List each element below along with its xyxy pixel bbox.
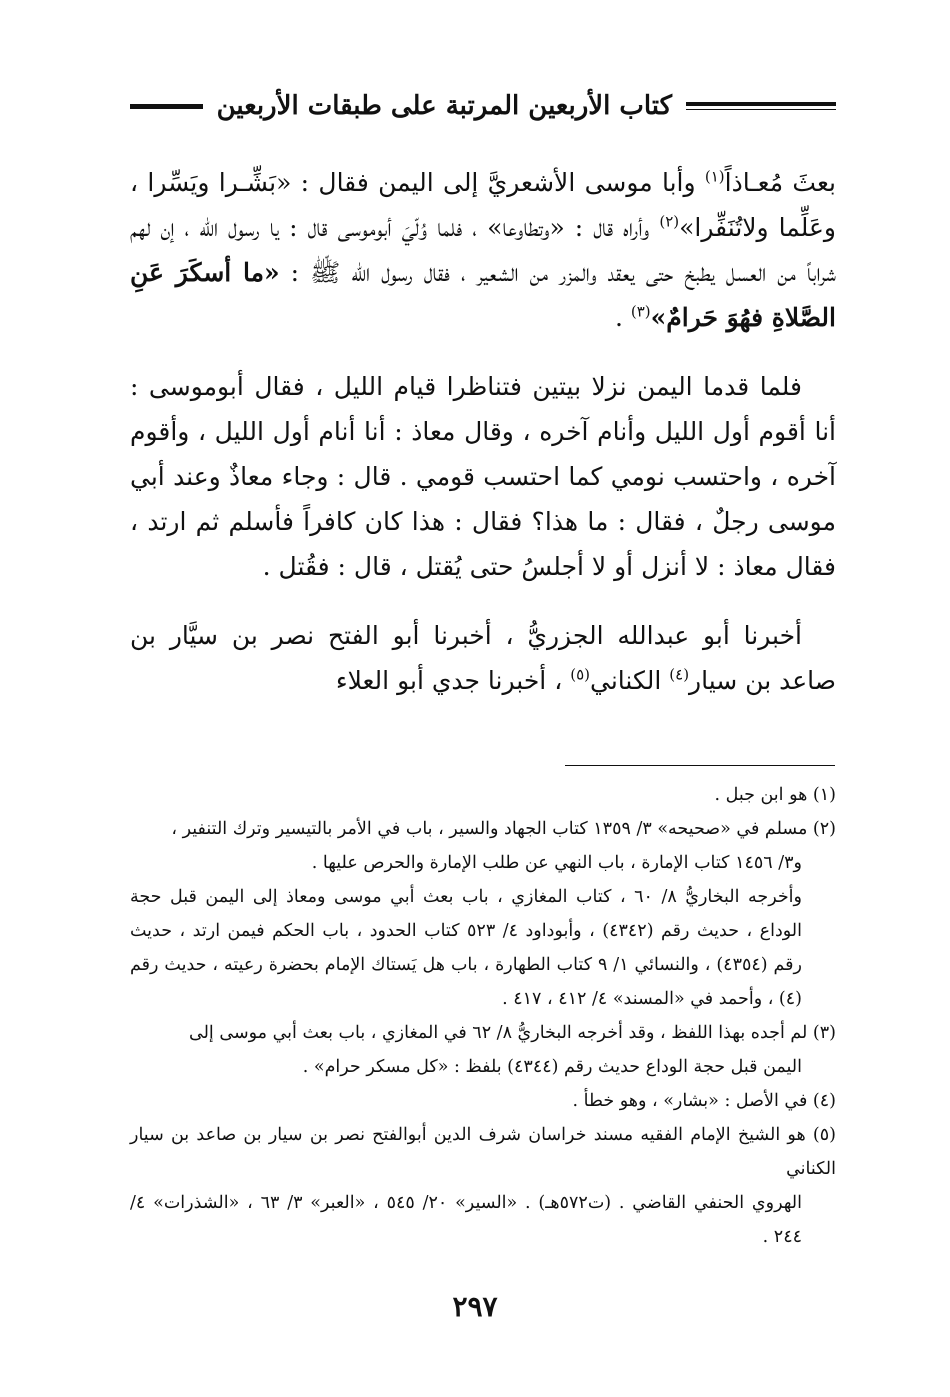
footnote-separator (565, 765, 835, 766)
footnote-line: اليمن قبل حجة الوداع حديث رقم (٤٣٤٤) بلفظ : «كل مسكر حرام» . (302, 1057, 802, 1077)
footnote-4: (٤) في الأصل : «بشار» ، وهو خطأ . (572, 1091, 836, 1111)
footnote-line: (٥) هو الشيخ الإمام الفقيه مسند خراسان شرف الدين أبوالفتح نصر بن سيار بن صاعد بن سيار الكناني (130, 1125, 836, 1179)
footnote-line: (٣) لم أجده بهذا اللفظ ، وقد أخرجه البخاريُّ ٨/ ٦٢ في المغازي ، باب بعث أبي موسى إلى (189, 1023, 836, 1043)
footnote-5 (130, 1118, 836, 1254)
footnote-2 (130, 812, 836, 1016)
hadith-quote: «ما أسكَرَ عَنِ الصَّلاةِ فهُوَ حَرامٌ» (130, 258, 836, 332)
text-run: الكناني (589, 666, 670, 695)
text-run: بعثَ مُعـاذاً (724, 168, 836, 197)
text-run: وأبا موسى الأشعريَّ إلى اليمن فقال : «بَشِّـرا ويَسِّرا ، وعَلِّما ولاتُنَفِّرا» (130, 168, 836, 242)
footnote-ref-2: (٢) (659, 212, 680, 231)
footnote-line: وأخرجه البخاريُّ ٨/ ٦٠ ، كتاب المغازي ، باب بعث أبي موسى ومعاذ إلى اليمن قبل حجة الوداع ، حديث رقم (٤٣٤٢) ، وأبوداود ٤/ ٥٢٣ كتاب الحدود ، باب الحكم فيمن ارتد ، حديث رقم (٤٣٥٤) ، والنسائي ١/ ٩ كتاب الطهارة ، باب هل يَستاك الإمام بحضرة رعيته ، حديث رقم (٤) ، وأحمد في «المسند» ٤/ ٤١٢ ، ٤١٧ . (130, 887, 802, 1009)
footnote-1: (١) هو ابن جبل . (714, 785, 836, 805)
running-header (130, 88, 836, 124)
text-run: . (614, 303, 631, 332)
page-number: ٢٩٧ (452, 1290, 498, 1323)
main-text (130, 160, 836, 703)
paragraph-3 (130, 613, 836, 703)
footnote-line: و٣/ ١٤٥٦ كتاب الإمارة ، باب النهي عن طلب الإمارة والحرص عليها . (311, 853, 802, 873)
text-run: ، أخبرنا جدي أبو العلاء (335, 666, 571, 695)
footnote-3 (130, 1016, 836, 1084)
paragraph-2: فلما قدما اليمن نزلا بيتين فتناظرا قيام الليل ، فقال أبوموسى : أنا أقوم أول الليل وأنام آخره ، وقال معاذ : أنا أنام أول الليل ، وأقوم آخره ، واحتسب نومي كما احتسب قومي . قال : وجاء معاذٌ وعند أبي موسى رجلٌ ، فقال : ما هذا؟ فقال : هذا كان كافراً فأسلم ثم ارتد ، فقال معاذ : لا أنزل أو لا أجلسُ حتى يُقتل ، قال : فقُتل . (130, 372, 836, 581)
book-title: كتاب الأربعين المرتبة على طبقات الأربعين (216, 91, 672, 121)
footnote-line: الهروي الحنفي القاضي . (ت٥٧٢هـ) . «السير» ٢٠/ ٥٤٥ ، «العبر» ٣/ ٦٣ ، «الشذرات» ٤/ ٢٤٤ . (130, 1193, 802, 1247)
text-run: وأراه قال : «وتطاوعا» ، فلما وُلّيَ أبوموسى قال : يا رسول الله ، إن لهم شراباً من العسل يطبخ حتى يعقد والمزر من الشعير ، فقال رسول الله ﷺ : (130, 213, 837, 287)
footnote-ref-5: (٥) (570, 665, 590, 684)
paragraph-1 (130, 160, 836, 340)
footnotes (130, 778, 836, 1254)
text-run: أخبرنا أبو عبدالله الجزريُّ ، أخبرنا أبو الفتح نصر بن سيَّار بن صاعد بن سيار (130, 621, 836, 695)
footnote-ref-3: (٣) (630, 302, 651, 321)
footnote-line: (٢) مسلم في «صحيحه» ٣/ ١٣٥٩ كتاب الجهاد والسير ، باب في الأمر بالتيسير وترك التنفير ، (171, 819, 836, 839)
header-rule-left (130, 104, 203, 109)
footnote-ref-1: (١) (704, 167, 725, 186)
footnote-ref-4: (٤) (669, 665, 690, 684)
header-rule-right (686, 102, 836, 110)
